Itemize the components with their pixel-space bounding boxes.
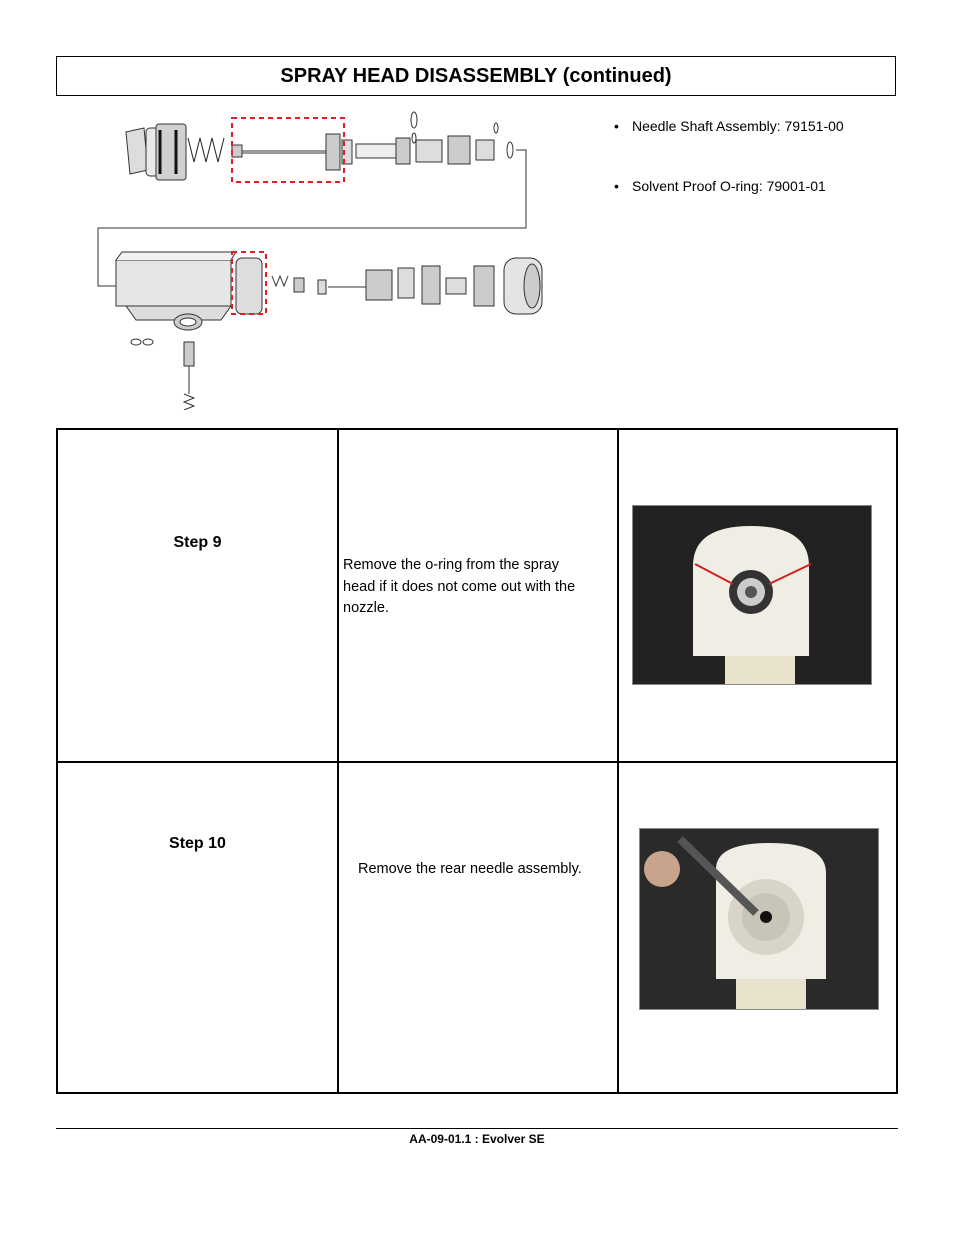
list-item: • Needle Shaft Assembly: 79151-00 [612, 118, 902, 134]
page-title: SPRAY HEAD DISASSEMBLY (continued) [280, 64, 672, 87]
table-row [58, 430, 896, 761]
step-instruction: Remove the o-ring from the spray head if it does not come out with the nozzle. [343, 557, 576, 616]
step-label: Step 9 [173, 534, 222, 551]
footer-divider [56, 1128, 898, 1129]
steps-table [56, 428, 898, 1094]
step-instruction: Remove the rear needle assembly. [358, 861, 582, 877]
page-title-box [56, 56, 896, 96]
spray-head-oring-photo-icon [632, 505, 872, 685]
footer-doc-id: AA-09-01.1 : Evolver SE [409, 1132, 545, 1146]
exploded-diagram [56, 110, 584, 410]
table-row [58, 761, 896, 1094]
step-label: Step 10 [169, 835, 226, 852]
rear-needle-removal-photo-icon [639, 828, 879, 1010]
parts-list [612, 118, 902, 194]
list-item: • Solvent Proof O-ring: 79001-01 [612, 178, 902, 194]
